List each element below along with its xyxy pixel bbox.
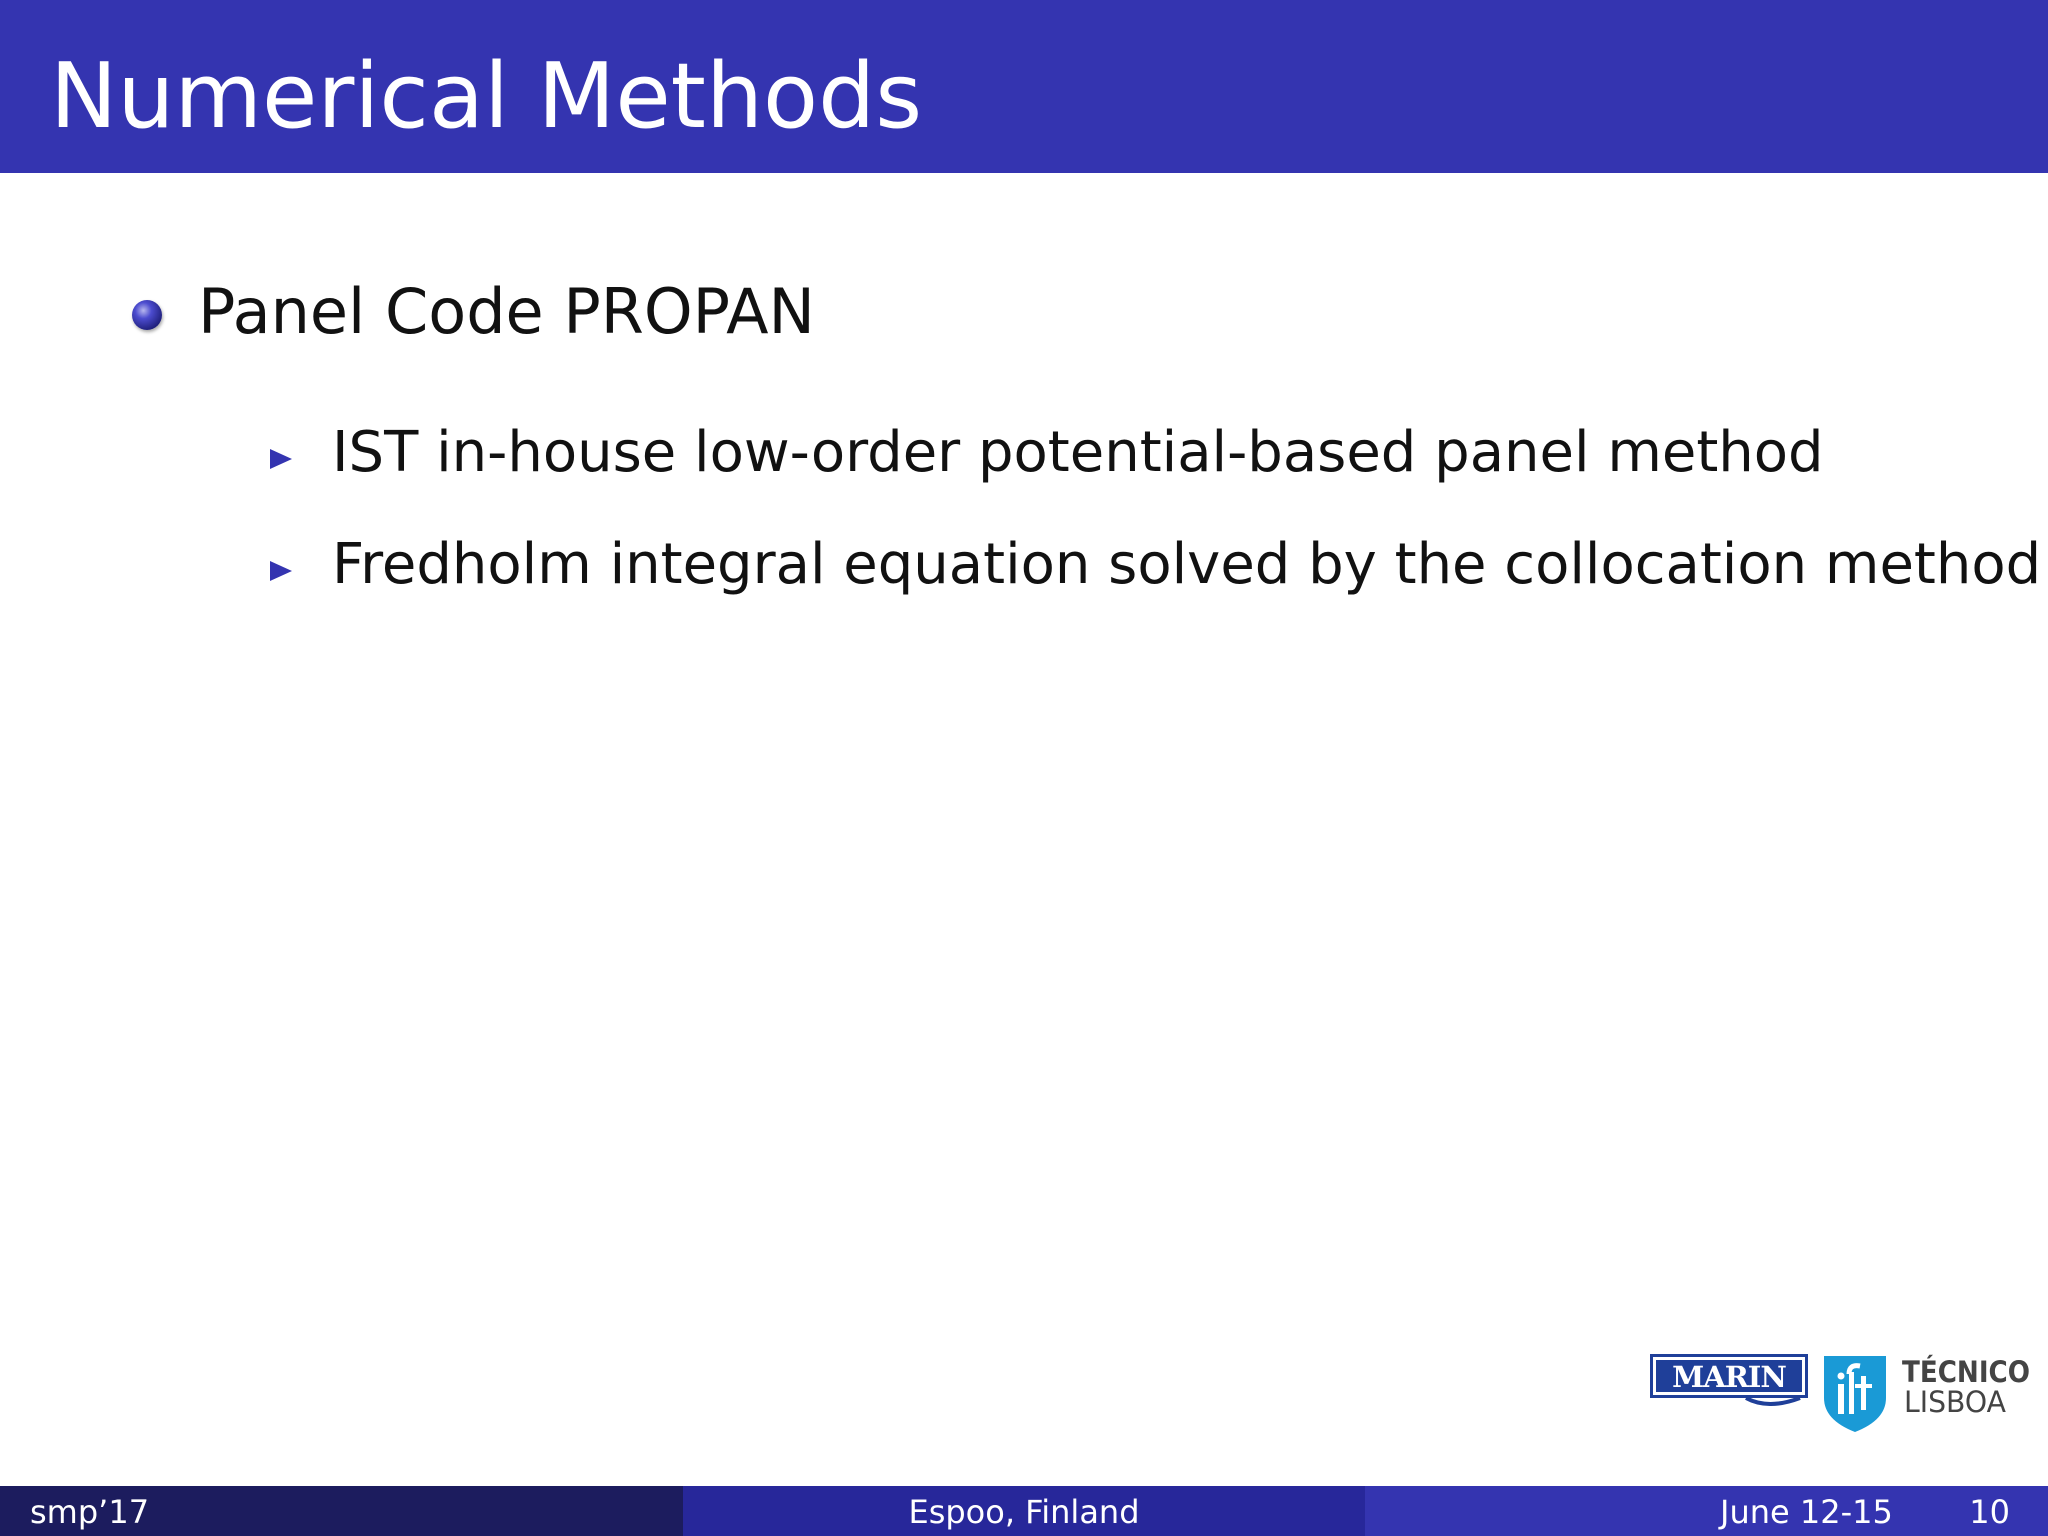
ball-bullet-icon bbox=[132, 300, 162, 330]
bullet-text: Panel Code PROPAN bbox=[198, 275, 815, 348]
footer-center-section bbox=[683, 1486, 1365, 1536]
triangle-bullet-icon bbox=[270, 449, 292, 469]
footer bbox=[0, 1486, 2048, 1536]
ist-logo bbox=[1822, 1354, 1888, 1434]
footer-date: June 12-15 bbox=[1720, 1493, 1893, 1531]
svg-text:MARIN: MARIN bbox=[1672, 1360, 1786, 1394]
svg-text:TÉCNICO: TÉCNICO bbox=[1902, 1355, 2030, 1389]
slide-title: Numerical Methods bbox=[50, 44, 923, 149]
logos bbox=[1650, 1346, 2030, 1436]
sub-bullet-text: IST in-house low-order potential-based panel method bbox=[332, 420, 1824, 485]
title-bar bbox=[0, 0, 2048, 173]
sub-bullet-text: Fredholm integral equation solved by the collocation method bbox=[332, 532, 2042, 597]
svg-text:LISBOA: LISBOA bbox=[1904, 1385, 2007, 1419]
footer-event: smp’17 bbox=[30, 1493, 150, 1531]
footer-right-section bbox=[1365, 1486, 2048, 1536]
marin-logo bbox=[1650, 1354, 1808, 1406]
page-number: 10 bbox=[1969, 1493, 2010, 1531]
footer-location: Espoo, Finland bbox=[908, 1493, 1140, 1531]
tecnico-lisboa-logo bbox=[1902, 1352, 2032, 1422]
triangle-bullet-icon bbox=[270, 561, 292, 581]
footer-left-section bbox=[0, 1486, 683, 1536]
